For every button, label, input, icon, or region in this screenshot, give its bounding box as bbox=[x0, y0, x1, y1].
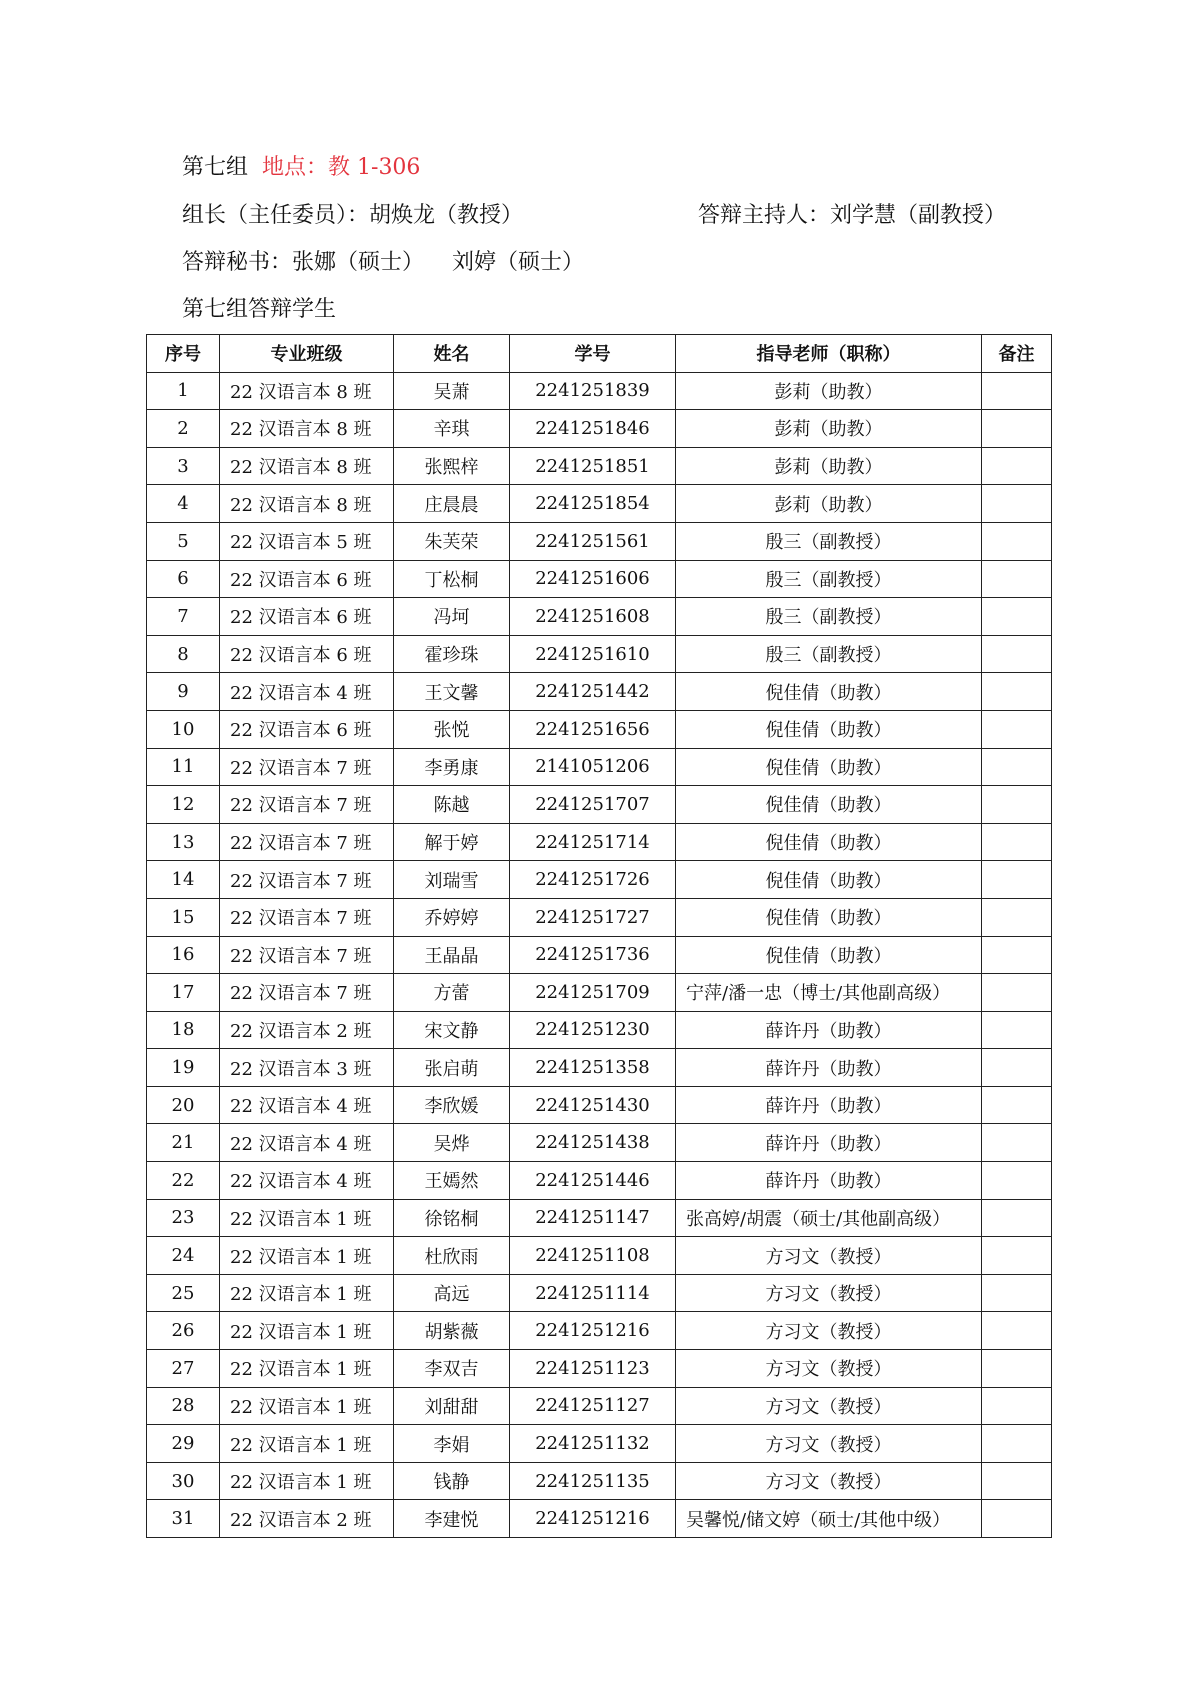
cell-id: 2241251714 bbox=[510, 823, 676, 861]
cell-name: 张启萌 bbox=[394, 1049, 510, 1087]
cell-name: 刘瑞雪 bbox=[394, 861, 510, 899]
cell-advisor: 方习文（教授） bbox=[676, 1237, 982, 1275]
cell-class: 22 汉语言本 6 班 bbox=[220, 560, 394, 598]
cell-note bbox=[982, 447, 1052, 485]
cell-id: 2241251656 bbox=[510, 710, 676, 748]
cell-name: 张悦 bbox=[394, 710, 510, 748]
cell-name: 庄晨晨 bbox=[394, 485, 510, 523]
cell-no: 22 bbox=[147, 1162, 220, 1200]
cell-class: 22 汉语言本 8 班 bbox=[220, 372, 394, 410]
cell-no: 25 bbox=[147, 1274, 220, 1312]
host: 答辩主持人：刘学慧（副教授） bbox=[698, 203, 1007, 228]
table-row bbox=[147, 1124, 1052, 1162]
cell-class: 22 汉语言本 4 班 bbox=[220, 673, 394, 711]
cell-no: 30 bbox=[147, 1462, 220, 1500]
cell-advisor: 倪佳倩（助教） bbox=[676, 748, 982, 786]
cell-no: 9 bbox=[147, 673, 220, 711]
table-header-row bbox=[147, 335, 1052, 373]
table-row bbox=[147, 748, 1052, 786]
col-header-class: 专业班级 bbox=[220, 335, 394, 373]
secretary-line bbox=[182, 248, 584, 278]
cell-id: 2241251608 bbox=[510, 598, 676, 636]
cell-id: 2241251430 bbox=[510, 1086, 676, 1124]
cell-advisor: 倪佳倩（助教） bbox=[676, 786, 982, 824]
cell-name: 乔婷婷 bbox=[394, 898, 510, 936]
cell-advisor: 方习文（教授） bbox=[676, 1350, 982, 1388]
cell-note bbox=[982, 1124, 1052, 1162]
cell-advisor: 彭莉（助教） bbox=[676, 410, 982, 448]
table-row bbox=[147, 861, 1052, 899]
cell-class: 22 汉语言本 7 班 bbox=[220, 936, 394, 974]
cell-note bbox=[982, 823, 1052, 861]
cell-note bbox=[982, 710, 1052, 748]
cell-id: 2241251727 bbox=[510, 898, 676, 936]
cell-name: 李勇康 bbox=[394, 748, 510, 786]
table-row bbox=[147, 1011, 1052, 1049]
cell-no: 8 bbox=[147, 635, 220, 673]
secretary-1: 答辩秘书：张娜（硕士） bbox=[182, 250, 425, 275]
cell-class: 22 汉语言本 1 班 bbox=[220, 1462, 394, 1500]
cell-name: 辛琪 bbox=[394, 410, 510, 448]
cell-id: 2241251108 bbox=[510, 1237, 676, 1275]
cell-note bbox=[982, 1199, 1052, 1237]
cell-class: 22 汉语言本 8 班 bbox=[220, 410, 394, 448]
cell-note bbox=[982, 974, 1052, 1012]
cell-name: 李欣媛 bbox=[394, 1086, 510, 1124]
cell-id: 2241251851 bbox=[510, 447, 676, 485]
cell-name: 解于婷 bbox=[394, 823, 510, 861]
cell-name: 胡紫薇 bbox=[394, 1312, 510, 1350]
cell-class: 22 汉语言本 4 班 bbox=[220, 1124, 394, 1162]
cell-id: 2241251707 bbox=[510, 786, 676, 824]
cell-name: 李双吉 bbox=[394, 1350, 510, 1388]
cell-no: 4 bbox=[147, 485, 220, 523]
cell-class: 22 汉语言本 7 班 bbox=[220, 823, 394, 861]
cell-no: 24 bbox=[147, 1237, 220, 1275]
cell-name: 钱静 bbox=[394, 1462, 510, 1500]
cell-no: 15 bbox=[147, 898, 220, 936]
table-row bbox=[147, 974, 1052, 1012]
cell-class: 22 汉语言本 4 班 bbox=[220, 1086, 394, 1124]
cell-class: 22 汉语言本 8 班 bbox=[220, 447, 394, 485]
cell-no: 5 bbox=[147, 522, 220, 560]
table-row bbox=[147, 673, 1052, 711]
cell-id: 2241251147 bbox=[510, 1199, 676, 1237]
cell-id: 2241251216 bbox=[510, 1500, 676, 1538]
group-title-line bbox=[182, 153, 420, 183]
cell-note bbox=[982, 936, 1052, 974]
cell-advisor: 倪佳倩（助教） bbox=[676, 710, 982, 748]
cell-note bbox=[982, 1462, 1052, 1500]
cell-advisor: 宁萍/潘一忠（博士/其他副高级） bbox=[676, 974, 982, 1012]
table-row bbox=[147, 1237, 1052, 1275]
cell-name: 朱芙荣 bbox=[394, 522, 510, 560]
group-title: 第七组 bbox=[182, 155, 249, 180]
cell-advisor: 殷三（副教授） bbox=[676, 635, 982, 673]
table-row bbox=[147, 410, 1052, 448]
cell-name: 霍珍珠 bbox=[394, 635, 510, 673]
table-row bbox=[147, 447, 1052, 485]
cell-advisor: 倪佳倩（助教） bbox=[676, 898, 982, 936]
cell-note bbox=[982, 786, 1052, 824]
cell-no: 7 bbox=[147, 598, 220, 636]
table-row bbox=[147, 1500, 1052, 1538]
cell-id: 2241251839 bbox=[510, 372, 676, 410]
table-row bbox=[147, 786, 1052, 824]
col-header-name: 姓名 bbox=[394, 335, 510, 373]
cell-id: 2241251216 bbox=[510, 1312, 676, 1350]
cell-name: 杜欣雨 bbox=[394, 1237, 510, 1275]
cell-note bbox=[982, 1425, 1052, 1463]
cell-advisor: 薛许丹（助教） bbox=[676, 1049, 982, 1087]
cell-advisor: 殷三（副教授） bbox=[676, 522, 982, 560]
cell-advisor: 方习文（教授） bbox=[676, 1274, 982, 1312]
cell-no: 20 bbox=[147, 1086, 220, 1124]
cell-no: 1 bbox=[147, 372, 220, 410]
table-row bbox=[147, 1274, 1052, 1312]
cell-no: 14 bbox=[147, 861, 220, 899]
table-row bbox=[147, 372, 1052, 410]
col-header-id: 学号 bbox=[510, 335, 676, 373]
cell-class: 22 汉语言本 4 班 bbox=[220, 1162, 394, 1200]
cell-note bbox=[982, 1162, 1052, 1200]
location: 地点：教 1-306 bbox=[262, 155, 421, 180]
cell-class: 22 汉语言本 2 班 bbox=[220, 1011, 394, 1049]
table-row bbox=[147, 1086, 1052, 1124]
cell-id: 2241251709 bbox=[510, 974, 676, 1012]
cell-note bbox=[982, 1274, 1052, 1312]
cell-advisor: 殷三（副教授） bbox=[676, 560, 982, 598]
table-row bbox=[147, 560, 1052, 598]
table-row bbox=[147, 1199, 1052, 1237]
cell-no: 29 bbox=[147, 1425, 220, 1463]
cell-advisor: 吴馨悦/储文婷（硕士/其他中级） bbox=[676, 1500, 982, 1538]
cell-name: 陈越 bbox=[394, 786, 510, 824]
cell-note bbox=[982, 1049, 1052, 1087]
table-row bbox=[147, 1425, 1052, 1463]
cell-note bbox=[982, 1312, 1052, 1350]
table-row bbox=[147, 635, 1052, 673]
table-row bbox=[147, 1462, 1052, 1500]
cell-note bbox=[982, 1387, 1052, 1425]
cell-name: 宋文静 bbox=[394, 1011, 510, 1049]
cell-id: 2241251846 bbox=[510, 410, 676, 448]
cell-no: 18 bbox=[147, 1011, 220, 1049]
cell-id: 2241251358 bbox=[510, 1049, 676, 1087]
cell-class: 22 汉语言本 7 班 bbox=[220, 748, 394, 786]
cell-no: 31 bbox=[147, 1500, 220, 1538]
cell-note bbox=[982, 635, 1052, 673]
cell-advisor: 方习文（教授） bbox=[676, 1462, 982, 1500]
cell-no: 11 bbox=[147, 748, 220, 786]
cell-advisor: 倪佳倩（助教） bbox=[676, 823, 982, 861]
cell-id: 2241251135 bbox=[510, 1462, 676, 1500]
table-row bbox=[147, 1387, 1052, 1425]
cell-advisor: 张高婷/胡震（硕士/其他副高级） bbox=[676, 1199, 982, 1237]
cell-no: 16 bbox=[147, 936, 220, 974]
cell-no: 26 bbox=[147, 1312, 220, 1350]
cell-note bbox=[982, 861, 1052, 899]
cell-id: 2241251726 bbox=[510, 861, 676, 899]
cell-advisor: 方习文（教授） bbox=[676, 1312, 982, 1350]
cell-id: 2241251230 bbox=[510, 1011, 676, 1049]
cell-class: 22 汉语言本 1 班 bbox=[220, 1312, 394, 1350]
cell-name: 刘甜甜 bbox=[394, 1387, 510, 1425]
cell-id: 2141051206 bbox=[510, 748, 676, 786]
secretary-2: 刘婷（硕士） bbox=[452, 250, 585, 275]
cell-class: 22 汉语言本 6 班 bbox=[220, 598, 394, 636]
cell-note bbox=[982, 748, 1052, 786]
table-row bbox=[147, 485, 1052, 523]
cell-id: 2241251127 bbox=[510, 1387, 676, 1425]
students-heading: 第七组答辩学生 bbox=[182, 297, 337, 322]
cell-class: 22 汉语言本 1 班 bbox=[220, 1425, 394, 1463]
col-header-note: 备注 bbox=[982, 335, 1052, 373]
table-row bbox=[147, 1312, 1052, 1350]
cell-note bbox=[982, 1237, 1052, 1275]
table-body bbox=[147, 372, 1052, 1537]
leader: 组长（主任委员）：胡焕龙（教授） bbox=[182, 203, 524, 228]
cell-note bbox=[982, 673, 1052, 711]
table-row bbox=[147, 823, 1052, 861]
cell-name: 徐铭桐 bbox=[394, 1199, 510, 1237]
table-row bbox=[147, 1350, 1052, 1388]
cell-class: 22 汉语言本 7 班 bbox=[220, 786, 394, 824]
cell-class: 22 汉语言本 1 班 bbox=[220, 1199, 394, 1237]
cell-no: 6 bbox=[147, 560, 220, 598]
cell-advisor: 彭莉（助教） bbox=[676, 485, 982, 523]
cell-class: 22 汉语言本 1 班 bbox=[220, 1350, 394, 1388]
cell-advisor: 倪佳倩（助教） bbox=[676, 861, 982, 899]
cell-note bbox=[982, 372, 1052, 410]
cell-no: 17 bbox=[147, 974, 220, 1012]
cell-note bbox=[982, 485, 1052, 523]
cell-advisor: 薛许丹（助教） bbox=[676, 1086, 982, 1124]
cell-id: 2241251446 bbox=[510, 1162, 676, 1200]
cell-note bbox=[982, 410, 1052, 448]
cell-advisor: 彭莉（助教） bbox=[676, 372, 982, 410]
students-table bbox=[146, 334, 1052, 1538]
table-row bbox=[147, 1162, 1052, 1200]
cell-id: 2241251442 bbox=[510, 673, 676, 711]
cell-class: 22 汉语言本 3 班 bbox=[220, 1049, 394, 1087]
cell-advisor: 彭莉（助教） bbox=[676, 447, 982, 485]
cell-name: 王文馨 bbox=[394, 673, 510, 711]
cell-no: 2 bbox=[147, 410, 220, 448]
table-row bbox=[147, 898, 1052, 936]
cell-name: 李建悦 bbox=[394, 1500, 510, 1538]
table-row bbox=[147, 1049, 1052, 1087]
cell-id: 2241251606 bbox=[510, 560, 676, 598]
cell-class: 22 汉语言本 5 班 bbox=[220, 522, 394, 560]
cell-class: 22 汉语言本 7 班 bbox=[220, 974, 394, 1012]
cell-no: 19 bbox=[147, 1049, 220, 1087]
cell-no: 27 bbox=[147, 1350, 220, 1388]
cell-class: 22 汉语言本 6 班 bbox=[220, 635, 394, 673]
cell-no: 23 bbox=[147, 1199, 220, 1237]
cell-name: 方蕾 bbox=[394, 974, 510, 1012]
cell-no: 13 bbox=[147, 823, 220, 861]
cell-advisor: 倪佳倩（助教） bbox=[676, 673, 982, 711]
cell-advisor: 薛许丹（助教） bbox=[676, 1162, 982, 1200]
cell-name: 冯坷 bbox=[394, 598, 510, 636]
cell-id: 2241251736 bbox=[510, 936, 676, 974]
cell-class: 22 汉语言本 1 班 bbox=[220, 1274, 394, 1312]
cell-no: 12 bbox=[147, 786, 220, 824]
cell-note bbox=[982, 1086, 1052, 1124]
cell-note bbox=[982, 1011, 1052, 1049]
cell-id: 2241251114 bbox=[510, 1274, 676, 1312]
col-header-advisor: 指导老师（职称） bbox=[676, 335, 982, 373]
cell-class: 22 汉语言本 1 班 bbox=[220, 1237, 394, 1275]
cell-advisor: 薛许丹（助教） bbox=[676, 1124, 982, 1162]
cell-id: 2241251610 bbox=[510, 635, 676, 673]
cell-no: 21 bbox=[147, 1124, 220, 1162]
cell-note bbox=[982, 1500, 1052, 1538]
cell-advisor: 薛许丹（助教） bbox=[676, 1011, 982, 1049]
cell-name: 张熙梓 bbox=[394, 447, 510, 485]
cell-name: 高远 bbox=[394, 1274, 510, 1312]
cell-no: 10 bbox=[147, 710, 220, 748]
cell-advisor: 方习文（教授） bbox=[676, 1387, 982, 1425]
cell-name: 丁松桐 bbox=[394, 560, 510, 598]
cell-advisor: 殷三（副教授） bbox=[676, 598, 982, 636]
cell-note bbox=[982, 522, 1052, 560]
cell-no: 28 bbox=[147, 1387, 220, 1425]
cell-class: 22 汉语言本 6 班 bbox=[220, 710, 394, 748]
cell-note bbox=[982, 560, 1052, 598]
table-row bbox=[147, 598, 1052, 636]
table-row bbox=[147, 522, 1052, 560]
cell-class: 22 汉语言本 7 班 bbox=[220, 898, 394, 936]
cell-id: 2241251561 bbox=[510, 522, 676, 560]
cell-note bbox=[982, 598, 1052, 636]
cell-id: 2241251123 bbox=[510, 1350, 676, 1388]
cell-id: 2241251132 bbox=[510, 1425, 676, 1463]
col-header-no: 序号 bbox=[147, 335, 220, 373]
cell-id: 2241251438 bbox=[510, 1124, 676, 1162]
table-row bbox=[147, 936, 1052, 974]
cell-note bbox=[982, 1350, 1052, 1388]
cell-class: 22 汉语言本 8 班 bbox=[220, 485, 394, 523]
cell-advisor: 倪佳倩（助教） bbox=[676, 936, 982, 974]
cell-name: 王嫣然 bbox=[394, 1162, 510, 1200]
cell-name: 吴萧 bbox=[394, 372, 510, 410]
cell-no: 3 bbox=[147, 447, 220, 485]
cell-id: 2241251854 bbox=[510, 485, 676, 523]
cell-note bbox=[982, 898, 1052, 936]
cell-name: 王晶晶 bbox=[394, 936, 510, 974]
cell-class: 22 汉语言本 7 班 bbox=[220, 861, 394, 899]
cell-class: 22 汉语言本 2 班 bbox=[220, 1500, 394, 1538]
cell-class: 22 汉语言本 1 班 bbox=[220, 1387, 394, 1425]
cell-name: 吴烨 bbox=[394, 1124, 510, 1162]
cell-advisor: 方习文（教授） bbox=[676, 1425, 982, 1463]
cell-name: 李娟 bbox=[394, 1425, 510, 1463]
table-row bbox=[147, 710, 1052, 748]
